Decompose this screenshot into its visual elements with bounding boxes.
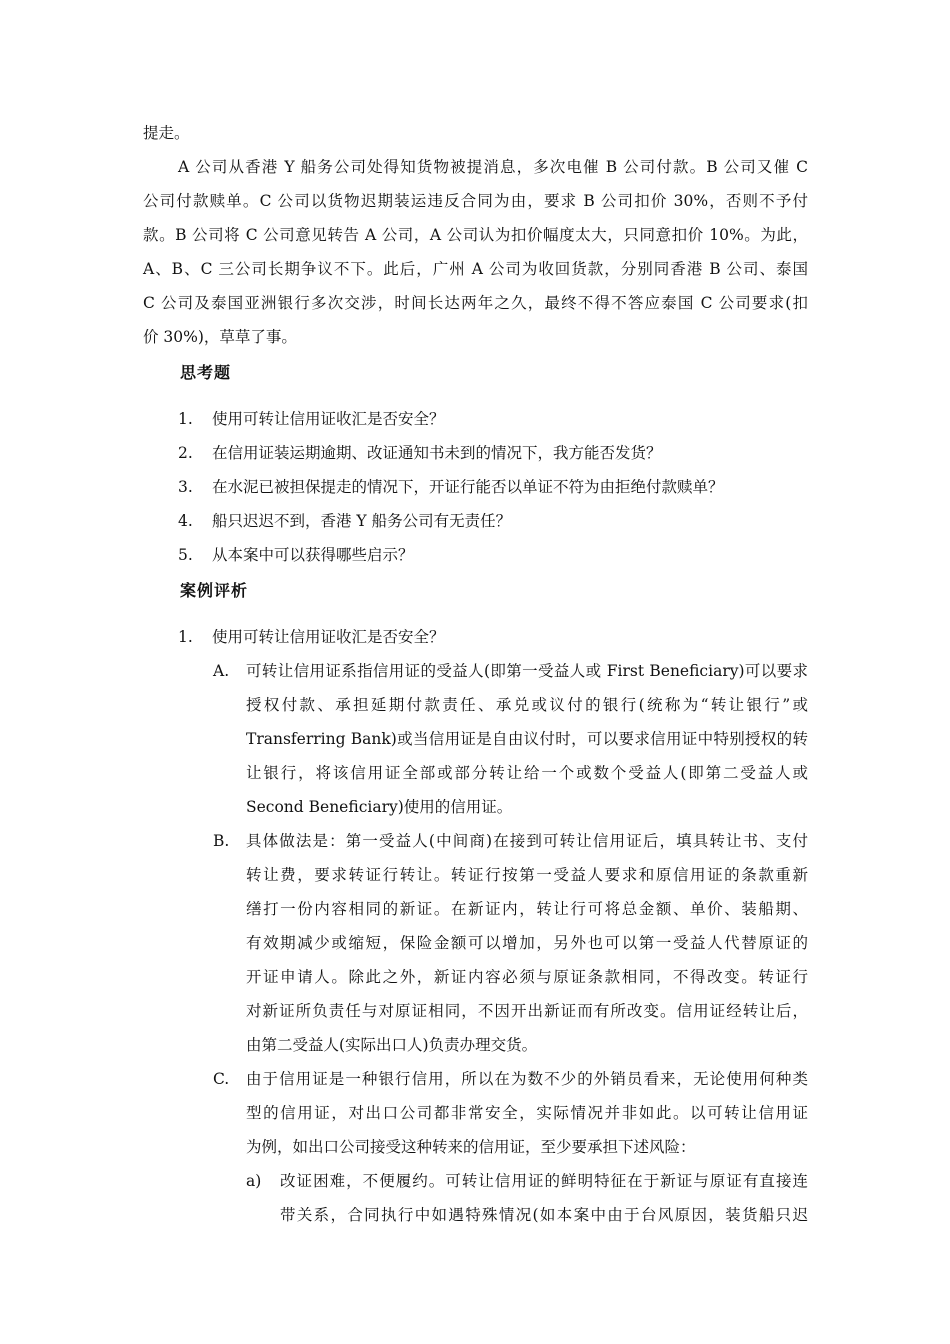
question-number: 4.	[178, 512, 193, 530]
question-text: 在水泥已被担保提走的情况下，开证行能否以单证不符为由拒绝付款赎单？	[212, 478, 724, 496]
analysis-subitem-label-a: a)	[246, 1172, 262, 1190]
intro-paragraph-line: 款。B 公司将 C 公司意见转告 A 公司，A 公司认为扣价幅度太大，只同意扣价 10%。为此，	[143, 226, 808, 244]
analysis-item-label-b: B.	[213, 832, 230, 850]
question-text: 从本案中可以获得哪些启示？	[212, 546, 414, 564]
intro-paragraph-line: C 公司及泰国亚洲银行多次交涉，时间长达两年之久，最终不得不答应泰国 C 公司要求(扣	[143, 294, 808, 312]
analysis-item-label-c: C.	[213, 1070, 230, 1088]
analysis-item-c-line: 由于信用证是一种银行信用，所以在为数不少的外销员看来，无论使用何种类	[246, 1070, 808, 1088]
question-text: 船只迟迟不到，香港 Y 船务公司有无责任？	[212, 512, 512, 530]
intro-paragraph-line: 公司付款赎单。C 公司以货物迟期装运违反合同为由，要求 B 公司扣价 30%，否则不予付	[143, 192, 808, 210]
intro-paragraph-line: A、B、C 三公司长期争议不下。此后，广州 A 公司为收回货款，分别同香港 B 公司、泰国	[143, 260, 808, 278]
question-number: 2.	[178, 444, 193, 462]
analysis-item-c-line: 型的信用证，对出口公司都非常安全，实际情况并非如此。以可转让信用证	[246, 1104, 808, 1122]
analysis-number: 1.	[178, 628, 193, 646]
question-number: 3.	[178, 478, 193, 496]
analysis-item-b-line: 具体做法是：第一受益人(中间商)在接到可转让信用证后，填具转让书、支付	[246, 832, 808, 850]
analysis-subitem-a-line: 改证困难，不便履约。可转让信用证的鲜明特征在于新证与原证有直接连	[280, 1172, 808, 1190]
analysis-item-a-line: 让银行，将该信用证全部或部分转让给一个或数个受益人(即第二受益人或	[246, 764, 808, 782]
analysis-heading: 案例评析	[180, 581, 249, 600]
analysis-item-c-line: 为例，如出口公司接受这种转来的信用证，至少要承担下述风险：	[246, 1138, 696, 1156]
analysis-item-a-line: Transferring Bank)或当信用证是自由议付时，可以要求信用证中特别授权的转	[246, 730, 808, 748]
analysis-item-a-line: Second Beneficiary)使用的信用证。	[246, 798, 513, 816]
intro-paragraph-line: A 公司从香港 Y 船务公司处得知货物被提消息，多次电催 B 公司付款。B 公司又催 C	[178, 158, 808, 176]
intro-paragraph-line: 价 30%)，草草了事。	[143, 328, 297, 346]
analysis-item-a-line: 授权付款、承担延期付款责任、承兑或议付的银行(统称为“转让银行”或	[246, 696, 808, 714]
analysis-item-label-a: A.	[213, 662, 230, 680]
question-number: 5.	[178, 546, 193, 564]
question-text: 在信用证装运期逾期、改证通知书未到的情况下，我方能否发货？	[212, 444, 662, 462]
analysis-item-b-line: 缮打一份内容相同的新证。在新证内，转让行可将总金额、单价、装船期、	[246, 900, 808, 918]
question-number: 1.	[178, 410, 193, 428]
questions-heading: 思考题	[180, 363, 232, 382]
analysis-item-b-line: 转让费，要求转证行转让。转证行按第一受益人要求和原信用证的条款重新	[246, 866, 808, 884]
analysis-item-a-line: 可转让信用证系指信用证的受益人(即第一受益人或 First Beneficiary)可以要求	[246, 662, 808, 680]
analysis-item-b-line: 开证申请人。除此之外，新证内容必须与原证条款相同，不得改变。转证行	[246, 968, 808, 986]
analysis-item-b-line: 对新证所负责任与对原证相同，不因开出新证而有所改变。信用证经转让后，	[246, 1002, 808, 1020]
analysis-item-b-line: 有效期减少或缩短，保险金额可以增加，另外也可以第一受益人代替原证的	[246, 934, 808, 952]
analysis-subitem-a-line: 带关系，合同执行中如遇特殊情况(如本案中由于台风原因，装货船只迟	[280, 1206, 808, 1224]
analysis-item-b-line: 由第二受益人(实际出口人)负责办理交货。	[246, 1036, 538, 1054]
analysis-question-text: 使用可转让信用证收汇是否安全？	[212, 628, 445, 646]
intro-first-line: 提走。	[143, 124, 190, 142]
question-text: 使用可转让信用证收汇是否安全？	[212, 410, 445, 428]
